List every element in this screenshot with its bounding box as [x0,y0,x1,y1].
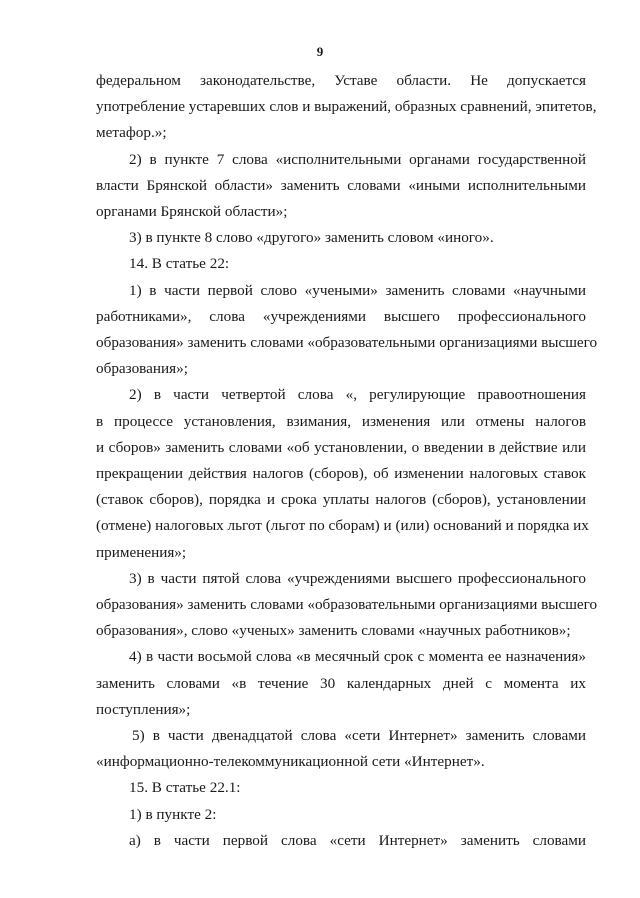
paragraph-2 [96,147,586,226]
paragraph-10 [96,775,586,801]
paragraph-8 [96,644,586,723]
text-line: образования», слово «ученых» заменить словами «научных работников»; [96,622,571,640]
paragraph-6 [96,382,589,565]
text-line: образования»; [96,360,188,378]
text-line: заменить словами «в течение 30 календарных дней с момента их [96,674,586,692]
text-line: 2) в части четвертой слова «, регулирующие правоотношения [129,386,586,404]
text-line: образования» заменить словами «образовательными организациями высшего [96,334,598,352]
text-line: в процессе установления, взимания, изменения или отмены налогов [96,412,586,430]
paragraph-3 [96,225,586,251]
paragraph-9 [96,723,586,775]
document-body [96,68,598,854]
text-line: (отмене) налоговых льгот (льгот по сборам) и (или) оснований и порядка их [96,517,589,535]
text-line: употребление устаревших слов и выражений, образных сравнений, эпитетов, [96,98,597,116]
text-line: применения»; [96,543,187,561]
text-line: органами Брянской области»; [96,203,288,221]
text-line: 15. В статье 22.1: [129,779,241,797]
text-line: власти Брянской области» заменить словами «иными исполнительными [96,176,586,194]
paragraph-5 [96,278,598,383]
text-line: метафор.»; [96,124,167,142]
page-number: 9 [316,44,324,59]
text-line: 2) в пункте 7 слова «исполнительными органами государственной [129,150,586,168]
text-line: 5) в части двенадцатой слова «сети Интернет» заменить словами [132,727,586,745]
text-line: прекращении действия налогов (сборов), об изменении налоговых ставок [96,465,586,483]
text-line: и сборов» заменить словами «об установлении, о введении в действие или [96,438,586,456]
text-line: «информационно-телекоммуникационной сети «Интернет». [96,753,485,771]
text-line: а) в части первой слова «сети Интернет» заменить словами [129,831,586,849]
text-line: федеральном законодательстве, Уставе области. Не допускается [96,72,586,89]
text-line: работниками», слова «учреждениями высшего профессионального [96,307,586,325]
text-line: образования» заменить словами «образовательными организациями высшего [96,596,598,614]
paragraph-1 [96,68,597,147]
text-line: 14. В статье 22: [129,255,230,273]
text-line: поступления»; [96,700,191,718]
text-line: 1) в части первой слово «учеными» заменить словами «научными [129,281,586,299]
text-line: 3) в части пятой слова «учреждениями высшего профессионального [129,569,586,587]
text-line: (ставок сборов), порядка и срока уплаты налогов (сборов), установлении [96,491,586,509]
paragraph-7 [96,566,598,645]
text-line: 4) в части восьмой слова «в месячный срок с момента ее назначения» [129,648,586,666]
paragraph-12 [96,828,586,854]
text-line: 3) в пункте 8 слово «другого» заменить словом «иного». [129,229,494,247]
text-line: 1) в пункте 2: [129,805,217,823]
paragraph-11 [96,802,586,828]
paragraph-4 [96,251,586,277]
